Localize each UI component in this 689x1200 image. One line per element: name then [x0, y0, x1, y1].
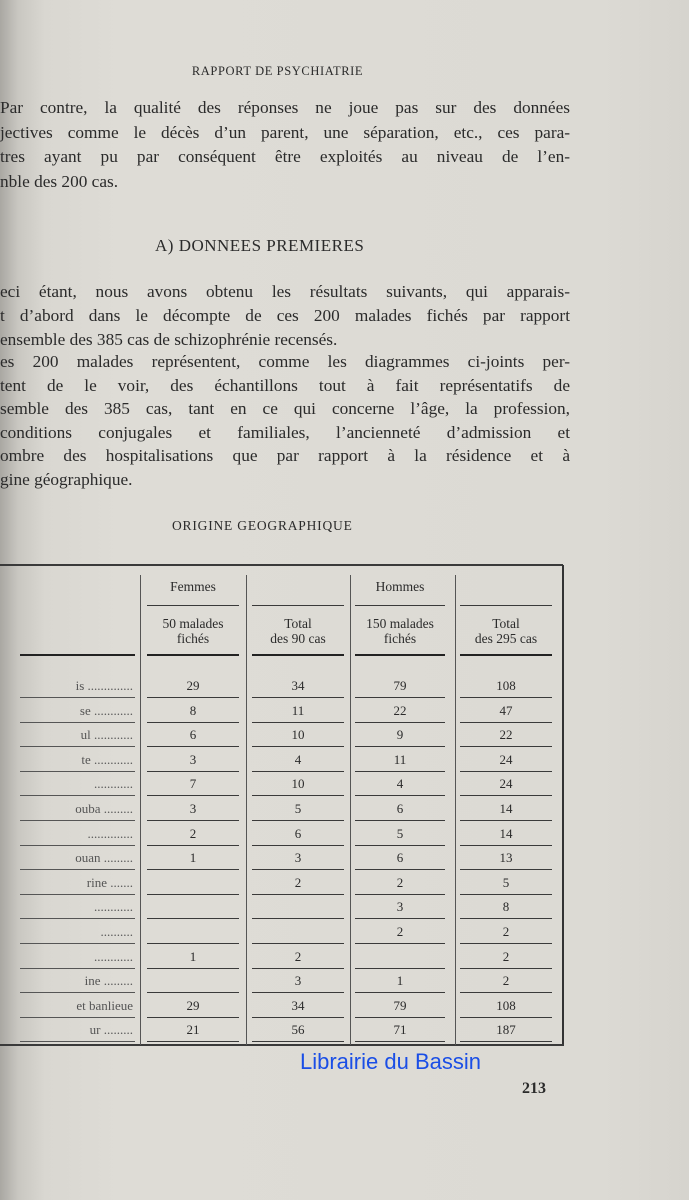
table-cell: 9: [396, 727, 404, 743]
header-thick-rule: [460, 654, 552, 656]
column-header-line1: 150 malades: [366, 616, 434, 631]
text-line: Par contre, la qualité des réponses ne joue pas sur des données: [0, 98, 570, 117]
column-header-line1: Total: [284, 616, 312, 631]
row-rule: [147, 746, 239, 747]
row-rule: [355, 771, 445, 772]
row-rule: [460, 771, 552, 772]
row-rule: [460, 697, 552, 698]
table-cell: 1: [189, 948, 197, 964]
table-cell: 13: [499, 850, 513, 866]
row-rule: [20, 795, 135, 796]
watermark: Librairie du Bassin: [300, 1049, 481, 1074]
label-header-rule: [20, 654, 135, 656]
table-cell: 22: [393, 702, 407, 718]
table-cell: 8: [502, 899, 510, 915]
row-rule: [460, 1017, 552, 1018]
table-cell: 5: [396, 825, 404, 841]
row-rule: [20, 992, 135, 993]
table-cell: 11: [393, 751, 407, 767]
table-cell: 10: [291, 776, 305, 792]
row-rule: [147, 943, 239, 944]
row-rule: [20, 1017, 135, 1018]
row-rule: [355, 746, 445, 747]
table-cell: 3: [189, 751, 197, 767]
table-cell: 5: [294, 801, 302, 816]
table-cell: 6: [294, 825, 302, 841]
row-rule: [20, 746, 135, 747]
table-cell: 22: [499, 727, 513, 743]
row-rule: [355, 869, 445, 870]
text-line: conditions conjugales et familiales, l’ancienneté d’admission et: [0, 422, 570, 442]
row-rule: [147, 722, 239, 723]
table-cell: 79: [393, 997, 407, 1013]
table-cell: 4: [294, 751, 302, 767]
row-rule: [147, 1041, 239, 1042]
row-rule: [20, 845, 135, 846]
row-rule: [355, 795, 445, 796]
row-rule: [460, 869, 552, 870]
row-label: ine .........: [84, 973, 133, 989]
row-rule: [355, 943, 445, 944]
row-rule: [355, 894, 445, 895]
row-rule: [355, 1017, 445, 1018]
header-thick-rule: [355, 654, 445, 656]
row-label: ul ............: [80, 727, 133, 743]
row-rule: [147, 869, 239, 870]
text-line: gine géographique.: [0, 469, 133, 489]
row-rule: [460, 918, 552, 919]
table-cell: 10: [291, 727, 305, 743]
row-rule: [252, 869, 344, 870]
row-rule: [252, 1041, 344, 1042]
table-cell: 56: [291, 1022, 305, 1038]
table-cell: 108: [496, 997, 516, 1013]
column-header-line2: fichés: [383, 631, 417, 646]
text-line: es 200 malades représentent, comme les diagrammes ci-joints per-: [0, 352, 570, 371]
column-header-line1: 50 malades: [162, 616, 224, 631]
row-rule: [147, 1017, 239, 1018]
text-line: tres ayant pu par conséquent être exploités au niveau de l’en-: [0, 147, 570, 166]
row-rule: [252, 795, 344, 796]
text-line: nble des 200 cas.: [0, 171, 119, 191]
running-header: RAPPORT DE PSYCHIATRIE: [191, 64, 364, 78]
table-cell: 2: [396, 874, 404, 890]
table-cell: 24: [499, 751, 513, 767]
table-cell: 108: [496, 678, 516, 693]
text-line: tent de le voir, des échantillons tout à fait représentatifs de: [0, 375, 570, 395]
row-rule: [460, 894, 552, 895]
table-cell: 24: [499, 776, 513, 792]
row-rule: [460, 820, 552, 821]
row-rule: [147, 697, 239, 698]
column-divider: [140, 575, 141, 1045]
text-line: eci étant, nous avons obtenu les résultats suivants, qui apparais-: [0, 282, 570, 301]
table-top-rule: [0, 564, 563, 566]
column-divider: [246, 575, 247, 1045]
group-header-hommes: Hommes: [375, 579, 425, 594]
row-rule: [252, 746, 344, 747]
header-thick-rule: [252, 654, 344, 656]
row-rule: [355, 845, 445, 846]
page-number: 213: [522, 1080, 546, 1097]
column-header-line2: des 90 cas: [270, 631, 326, 646]
header-thick-rule: [147, 654, 239, 656]
text-line: t d’abord dans le décompte de ces 200 malades fichés par rapport: [0, 306, 570, 325]
row-rule: [355, 968, 445, 969]
column-divider: [455, 575, 456, 1045]
table-cell: 3: [396, 899, 404, 915]
text-line: ombre des hospitalisations que par rapport à la résidence et à: [0, 446, 570, 465]
header-rule: [147, 605, 239, 606]
table-cell: 2: [502, 948, 510, 964]
row-label: te ............: [81, 751, 133, 767]
table-cell: 14: [499, 825, 513, 841]
row-rule: [147, 918, 239, 919]
row-label: ............: [94, 776, 133, 792]
row-rule: [20, 968, 135, 969]
row-rule: [20, 771, 135, 772]
header-rule: [355, 605, 445, 606]
table-cell: 6: [396, 801, 404, 816]
section-title: A) DONNEES PREMIERES: [155, 236, 365, 255]
table-cell: 71: [393, 1022, 407, 1038]
group-header-femmes: Femmes: [170, 579, 216, 594]
table-cell: 187: [496, 1022, 516, 1038]
row-label: ............: [94, 948, 133, 964]
row-rule: [147, 968, 239, 969]
table-cell: 29: [186, 678, 200, 693]
table-cell: 3: [294, 973, 302, 989]
row-rule: [252, 1017, 344, 1018]
row-label: ..............: [87, 825, 133, 841]
row-rule: [355, 722, 445, 723]
table-cell: 2: [294, 874, 302, 890]
table-cell: 79: [393, 678, 407, 693]
table-bottom-rule: [0, 1044, 564, 1046]
row-rule: [147, 992, 239, 993]
row-rule: [460, 746, 552, 747]
table-cell: 11: [291, 702, 305, 718]
column-header-line2: fichés: [176, 631, 210, 646]
header-rule: [460, 605, 552, 606]
row-rule: [252, 894, 344, 895]
table-cell: 2: [189, 825, 197, 841]
row-rule: [147, 795, 239, 796]
row-label: ouan .........: [75, 850, 133, 866]
row-rule: [20, 943, 135, 944]
row-rule: [20, 918, 135, 919]
table-cell: 34: [291, 678, 305, 693]
row-rule: [355, 820, 445, 821]
row-label: ur .........: [89, 1022, 133, 1038]
row-rule: [252, 845, 344, 846]
row-rule: [460, 968, 552, 969]
row-rule: [252, 820, 344, 821]
row-label: et banlieue: [76, 997, 133, 1013]
row-label: is ..............: [75, 678, 133, 693]
row-rule: [355, 992, 445, 993]
row-rule: [355, 1041, 445, 1042]
table-cell: 1: [396, 973, 404, 989]
table-cell: 2: [502, 924, 510, 939]
table-cell: 14: [499, 801, 513, 816]
row-rule: [147, 820, 239, 821]
row-rule: [252, 722, 344, 723]
row-label: se ............: [79, 702, 133, 718]
row-rule: [252, 771, 344, 772]
table-cell: 21: [186, 1022, 200, 1038]
row-rule: [252, 918, 344, 919]
table-cell: 7: [189, 776, 197, 792]
row-label: rine .......: [86, 874, 133, 890]
column-divider: [350, 575, 351, 1045]
row-rule: [460, 722, 552, 723]
column-header-line2: des 295 cas: [474, 631, 538, 646]
table-cell: 3: [294, 850, 302, 866]
row-rule: [147, 845, 239, 846]
row-rule: [355, 918, 445, 919]
table-cell: 6: [189, 727, 197, 743]
table-cell: 2: [294, 948, 302, 964]
row-rule: [460, 992, 552, 993]
row-rule: [20, 722, 135, 723]
table-cell: 3: [189, 801, 197, 816]
table-cell: 4: [396, 776, 404, 792]
row-rule: [252, 968, 344, 969]
text-line: semble des 385 cas, tant en ce qui concerne l’âge, la profession,: [0, 399, 570, 418]
row-rule: [460, 943, 552, 944]
row-rule: [147, 771, 239, 772]
table-cell: 8: [189, 702, 197, 718]
row-label: ............: [94, 899, 133, 915]
table-cell: 2: [502, 973, 510, 989]
row-rule: [20, 894, 135, 895]
table-cell: 2: [396, 924, 404, 939]
text-line: ensemble des 385 cas de schizophrénie recensés.: [0, 330, 338, 349]
table-cell: 34: [291, 997, 305, 1013]
table-cell: 29: [186, 997, 200, 1013]
header-rule: [252, 605, 344, 606]
column-header-line1: Total: [492, 616, 520, 631]
row-rule: [20, 869, 135, 870]
row-rule: [252, 992, 344, 993]
table-cell: 5: [502, 874, 510, 890]
row-rule: [20, 820, 135, 821]
row-label: ouba .........: [75, 801, 133, 816]
row-rule: [147, 894, 239, 895]
table-cell: 6: [396, 850, 404, 866]
row-rule: [252, 943, 344, 944]
table-cell: 47: [499, 702, 513, 718]
row-rule: [252, 697, 344, 698]
table-right-border: [562, 565, 564, 1045]
row-rule: [20, 1041, 135, 1042]
row-rule: [460, 795, 552, 796]
row-rule: [20, 697, 135, 698]
row-rule: [460, 845, 552, 846]
row-label: ..........: [100, 924, 133, 939]
table-caption: ORIGINE GEOGRAPHIQUE: [172, 518, 353, 533]
table-cell: 1: [189, 850, 197, 866]
row-rule: [355, 697, 445, 698]
text-line: jectives comme le décès d’un parent, une séparation, etc., ces para-: [0, 122, 570, 142]
row-rule: [460, 1041, 552, 1042]
